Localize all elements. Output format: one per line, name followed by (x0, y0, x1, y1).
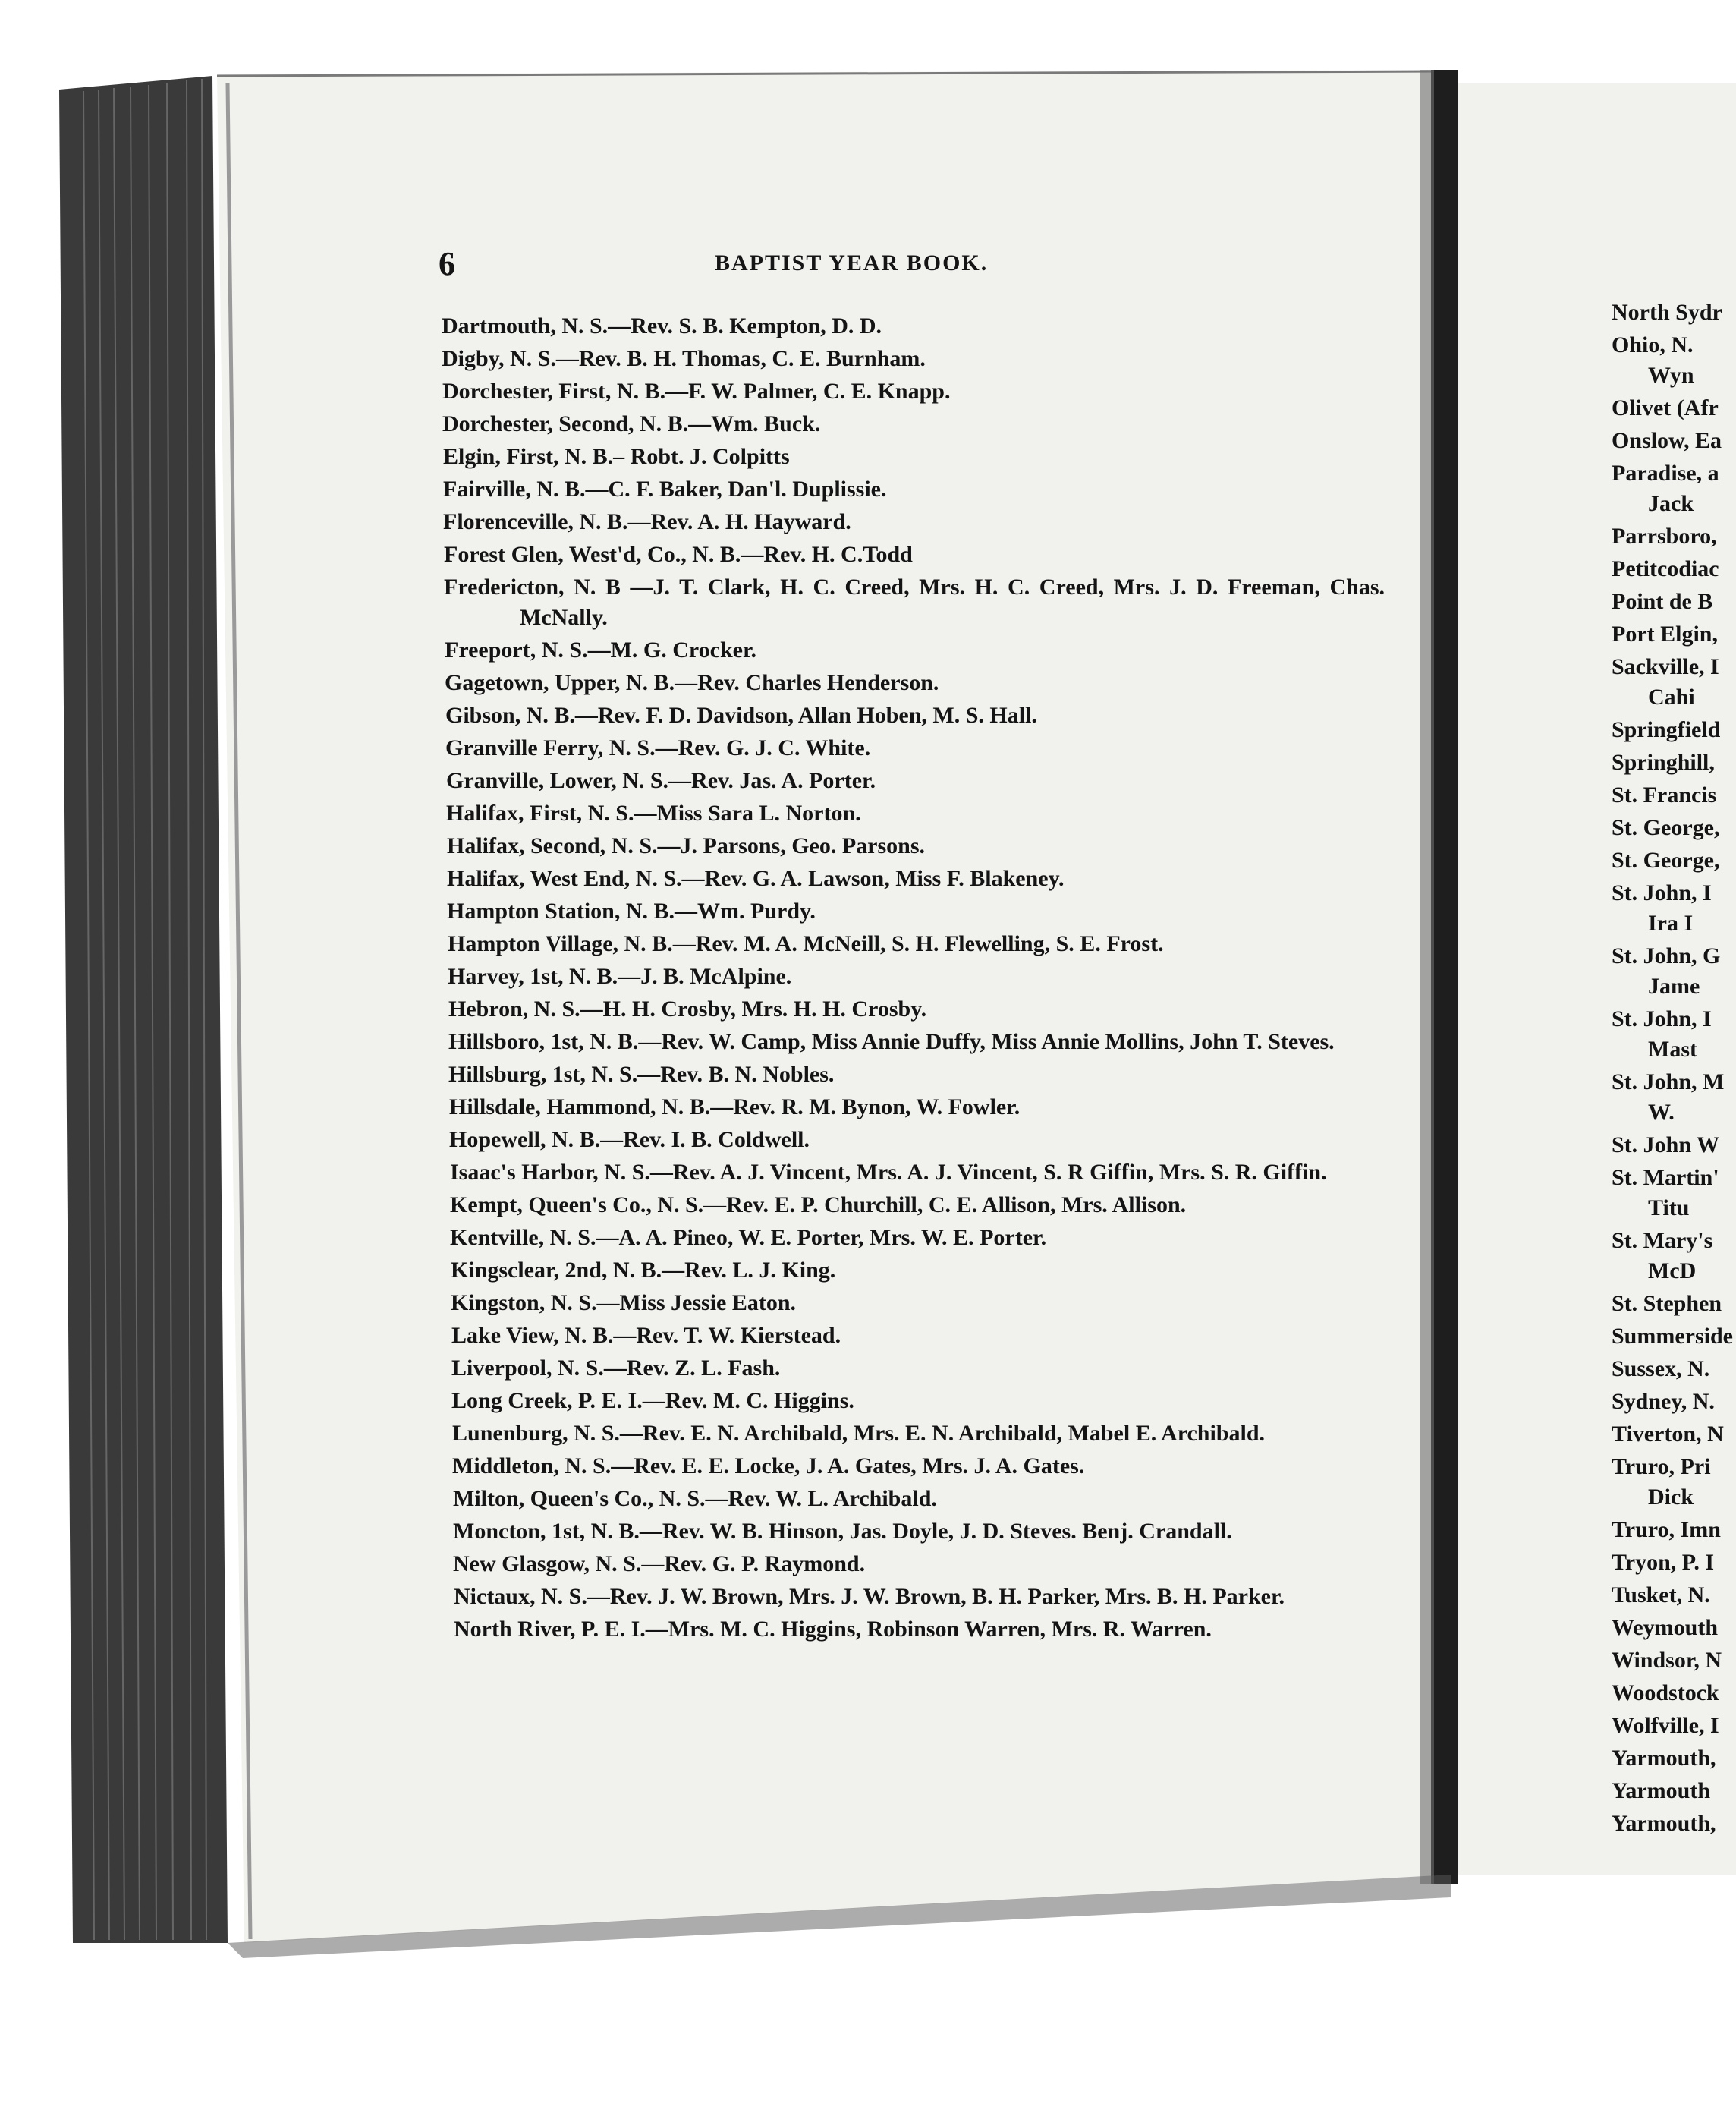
entry-continuation-line: Wyn (1648, 363, 1694, 388)
entry-line: Paradise, a (1612, 461, 1719, 486)
list-item: Isaac's Harbor, N. S.—Rev. A. J. Vincent, Mrs. A. J. Vincent, S. R Giffin, Mrs. S. R. Giffin. (450, 1160, 1327, 1185)
entry-line: Port Elgin, (1612, 622, 1718, 647)
entry-line: North Sydr (1612, 300, 1722, 325)
entry-continuation-line: Ira I (1648, 911, 1694, 936)
list-item (1612, 554, 1719, 584)
entry-line: Sussex, N. (1612, 1356, 1710, 1381)
list-item: Fredericton, N. B —J. T. Clark, H. C. Creed, Mrs. H. C. Creed, Mrs. J. D. Freeman, Chas. McNally. (444, 575, 1385, 630)
list-item (1612, 1289, 1722, 1319)
list-item: Harvey, 1st, N. B.—J. B. McAlpine. (448, 964, 792, 989)
list-item (1612, 1419, 1724, 1450)
entry-line: Tiverton, N (1612, 1422, 1724, 1447)
list-item (1612, 298, 1722, 328)
entry-line: Springfield (1612, 717, 1721, 742)
list-item: Gagetown, Upper, N. B.—Rev. Charles Henderson. (445, 670, 939, 695)
list-item: Hampton Station, N. B.—Wm. Purdy. (447, 899, 816, 924)
list-item: Kingston, N. S.—Miss Jessie Eaton. (451, 1290, 797, 1315)
list-item: Nictaux, N. S.—Rev. J. W. Brown, Mrs. J. W. Brown, B. H. Parker, Mrs. B. H. Parker. (454, 1584, 1285, 1609)
entry-line: St. Stephen (1612, 1291, 1722, 1316)
list-item: Long Creek, P. E. I.—Rev. M. C. Higgins. (451, 1388, 854, 1413)
entry-line: St. John, G (1612, 943, 1721, 968)
right-page-cropped-text (1455, 76, 1736, 1882)
entry-continuation-line: Dick (1648, 1485, 1694, 1510)
list-item: Digby, N. S.—Rev. B. H. Thomas, C. E. Burnham. (442, 346, 926, 371)
list-item (1612, 1580, 1710, 1611)
list-item: Halifax, First, N. S.—Miss Sara L. Norton. (446, 801, 861, 826)
list-item: Elgin, First, N. B.– Robt. J. Colpitts (443, 444, 790, 469)
page-number: 6 (439, 245, 455, 282)
list-item (1612, 1776, 1710, 1806)
list-item: New Glasgow, N. S.—Rev. G. P. Raymond. (453, 1551, 866, 1576)
list-item (1612, 458, 1719, 519)
list-item (1612, 1809, 1716, 1839)
list-item: Hillsdale, Hammond, N. B.—Rev. R. M. Bynon, W. Fowler. (449, 1094, 1021, 1119)
list-item: Hebron, N. S.—H. H. Crosby, Mrs. H. H. Crosby. (448, 997, 927, 1022)
list-item (1612, 1004, 1712, 1065)
list-item (1612, 619, 1718, 650)
entry-continuation-line: W. (1648, 1100, 1675, 1125)
list-item (1612, 1645, 1722, 1676)
list-item (1612, 330, 1694, 391)
entry-continuation-line: Mast (1648, 1037, 1697, 1062)
entry-line: St. John, M (1612, 1069, 1725, 1094)
list-item: Granville Ferry, N. S.—Rev. G. J. C. White. (445, 735, 871, 760)
list-item (1612, 1711, 1719, 1741)
list-item (1612, 426, 1722, 456)
list-item (1612, 1548, 1714, 1578)
list-item: Kentville, N. S.—A. A. Pineo, W. E. Porter, Mrs. W. E. Porter. (450, 1225, 1047, 1250)
entry-continuation-line: Titu (1648, 1195, 1690, 1220)
list-item (1612, 845, 1719, 876)
list-item: North River, P. E. I.—Mrs. M. C. Higgins, Robinson Warren, Mrs. R. Warren. (454, 1617, 1212, 1642)
list-item (1612, 878, 1712, 939)
entry-continuation-line: Jack (1648, 491, 1694, 516)
list-item (1612, 715, 1720, 745)
list-item: Gibson, N. B.—Rev. F. D. Davidson, Allan Hoben, M. S. Hall. (445, 703, 1037, 728)
list-item (1612, 1515, 1721, 1545)
entry-line: Summerside (1612, 1324, 1733, 1349)
entry-line: Tryon, P. I (1612, 1550, 1715, 1575)
list-item: Moncton, 1st, N. B.—Rev. W. B. Hinson, Jas. Doyle, J. D. Steves. Benj. Crandall. (453, 1519, 1232, 1544)
list-item (1612, 1354, 1709, 1384)
entry-line: Yarmouth, (1612, 1811, 1716, 1836)
entry-line: Sydney, N. (1612, 1389, 1715, 1414)
list-item: Halifax, Second, N. S.—J. Parsons, Geo. Parsons. (447, 833, 926, 858)
list-item: Halifax, West End, N. S.—Rev. G. A. Lawson, Miss F. Blakeney. (447, 866, 1065, 891)
list-item: Fairville, N. B.—C. F. Baker, Dan'l. Duplissie. (443, 477, 887, 502)
list-item: Middleton, N. S.—Rev. E. E. Locke, J. A. Gates, Mrs. J. A. Gates. (452, 1453, 1085, 1478)
list-item (1612, 780, 1716, 811)
entry-line: Weymouth (1612, 1615, 1719, 1640)
list-item (1612, 1067, 1724, 1128)
list-item: Florenceville, N. B.—Rev. A. H. Hayward. (443, 509, 851, 534)
entry-line: St. Francis (1612, 782, 1717, 808)
entry-line: Point de B (1612, 589, 1713, 614)
list-item: Dartmouth, N. S.—Rev. S. B. Kempton, D. D. (442, 313, 882, 338)
list-item (1612, 652, 1719, 713)
entry-line: Woodstock (1612, 1680, 1719, 1705)
list-item (1612, 1678, 1719, 1708)
list-item (1612, 1163, 1719, 1223)
entry-line: Springhill, (1612, 750, 1715, 775)
entry-line: Onslow, Ea (1612, 428, 1722, 453)
entry-continuation-line: Jame (1648, 974, 1700, 999)
list-item: Hillsburg, 1st, N. S.—Rev. B. N. Nobles. (448, 1062, 835, 1087)
list-item: Hopewell, N. B.—Rev. I. B. Coldwell. (449, 1127, 810, 1152)
list-item (1612, 748, 1715, 778)
entry-line: St. George, (1612, 848, 1720, 873)
entry-line: Tusket, N. (1612, 1582, 1710, 1607)
list-item (1612, 813, 1719, 843)
list-item (1612, 521, 1717, 552)
entry-line: St. John W (1612, 1132, 1720, 1157)
list-item (1612, 941, 1720, 1002)
list-item (1612, 587, 1712, 617)
entry-line: Parrsboro, (1612, 524, 1717, 549)
entry-line: Windsor, N (1612, 1648, 1722, 1673)
entry-line: St. John, I (1612, 880, 1712, 905)
list-item (1612, 393, 1719, 423)
list-item: Freeport, N. S.—M. G. Crocker. (445, 638, 757, 663)
entry-continuation-line: Cahi (1648, 685, 1695, 710)
entry-line: Olivet (Afr (1612, 395, 1719, 420)
list-item: Dorchester, Second, N. B.—Wm. Buck. (442, 411, 821, 436)
list-item: Lake View, N. B.—Rev. T. W. Kierstead. (451, 1323, 841, 1348)
list-item: Milton, Queen's Co., N. S.—Rev. W. L. Archibald. (453, 1486, 937, 1511)
list-item (1612, 1452, 1711, 1513)
list-item: Dorchester, First, N. B.—F. W. Palmer, C. E. Knapp. (442, 379, 951, 404)
entry-line: Yarmouth, (1612, 1746, 1716, 1771)
entry-line: Ohio, N. (1612, 332, 1694, 357)
entry-line: St. John, I (1612, 1006, 1712, 1031)
list-item: Kingsclear, 2nd, N. B.—Rev. L. J. King. (451, 1258, 836, 1283)
entry-line: Wolfville, I (1612, 1713, 1719, 1738)
entry-line: St. George, (1612, 815, 1720, 840)
list-item (1612, 1743, 1716, 1774)
list-item: Hampton Village, N. B.—Rev. M. A. McNeill, S. H. Flewelling, S. E. Frost. (448, 931, 1164, 956)
list-item (1612, 1321, 1733, 1352)
list-item (1612, 1130, 1719, 1160)
running-head: BAPTIST YEAR BOOK. (715, 250, 989, 276)
entry-line: Truro, Imn (1612, 1517, 1721, 1542)
list-item: Hillsboro, 1st, N. B.—Rev. W. Camp, Miss Annie Duffy, Miss Annie Mollins, John T. Steves. (448, 1029, 1335, 1054)
list-item: Kempt, Queen's Co., N. S.—Rev. E. P. Churchill, C. E. Allison, Mrs. Allison. (450, 1192, 1187, 1217)
list-item: Liverpool, N. S.—Rev. Z. L. Fash. (451, 1355, 781, 1381)
entry-line: St. Mary's (1612, 1228, 1713, 1253)
list-item (1612, 1613, 1718, 1643)
entry-line: Truro, Pri (1612, 1454, 1711, 1479)
list-item: Forest Glen, West'd, Co., N. B.—Rev. H. C.Todd (444, 542, 913, 567)
list-item (1612, 1226, 1712, 1286)
list-item (1612, 1387, 1715, 1417)
entry-line: St. Martin' (1612, 1165, 1719, 1190)
entry-line: Sackville, I (1612, 654, 1719, 679)
entry-continuation-line: McD (1648, 1258, 1697, 1283)
list-item: Granville, Lower, N. S.—Rev. Jas. A. Porter. (446, 768, 876, 793)
entry-line: Petitcodiac (1612, 556, 1719, 581)
entry-line: Yarmouth (1612, 1778, 1711, 1803)
list-item: Lunenburg, N. S.—Rev. E. N. Archibald, Mrs. E. N. Archibald, Mabel E. Archibald. (452, 1421, 1266, 1446)
